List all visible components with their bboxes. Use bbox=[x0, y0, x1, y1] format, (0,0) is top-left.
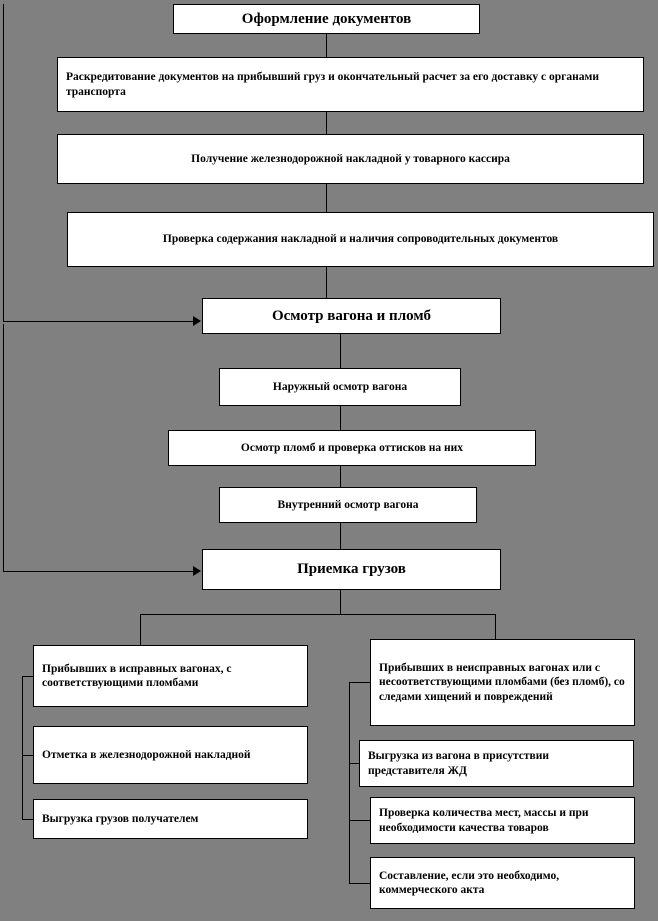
node-ispravnye-vagony[interactable] bbox=[33, 645, 308, 707]
connector-left-to-priemka bbox=[3, 571, 193, 572]
arrow-to-osmotr bbox=[193, 316, 201, 326]
node-osmotr-plomb[interactable] bbox=[168, 430, 536, 466]
node-label: Прибывших в неисправных вагонах или с несоответствующими пломбами (без пломб), со следами хищений и повреждений bbox=[379, 661, 625, 703]
node-label: Получение железнодорожной накладной у товарного кассира bbox=[191, 152, 510, 165]
node-label: Приемка грузов bbox=[297, 561, 406, 578]
node-label: Раскредитование документов на прибывший груз и окончательный расчет за его доставку с органами транспорта bbox=[66, 71, 599, 98]
connector-left-to-osmotr bbox=[3, 321, 193, 322]
node-sostavlenie-akta[interactable] bbox=[370, 857, 635, 909]
connector-right-col-rail bbox=[349, 682, 350, 883]
connector-n8-n9 bbox=[340, 523, 341, 549]
connector-right-col-n15 bbox=[349, 820, 370, 821]
node-poluchenie-nakladnoy[interactable] bbox=[57, 134, 644, 184]
connector-priemka-down bbox=[340, 590, 341, 614]
node-label: Наружный осмотр вагона bbox=[272, 380, 408, 393]
connector-right-col-n13 bbox=[349, 682, 370, 683]
connector-n3-n4 bbox=[326, 184, 327, 212]
node-priemka-gruzov[interactable] bbox=[202, 549, 501, 590]
node-label: Проверка количества мест, массы и при необходимости качества товаров bbox=[379, 807, 589, 834]
node-otmetka-v-nakladnoy[interactable] bbox=[33, 726, 308, 784]
arrow-to-priemka bbox=[193, 566, 201, 576]
connector-left-col-n12 bbox=[22, 819, 33, 820]
connector-left-rail-bottom bbox=[3, 324, 4, 572]
node-vygruzka-poluchatelem[interactable] bbox=[33, 799, 308, 839]
node-label: Отметка в железнодорожной накладной bbox=[42, 748, 251, 761]
connector-right-col-n16 bbox=[349, 883, 370, 884]
connector-branch-bus bbox=[140, 614, 495, 615]
node-vnutrenniy-osmotr[interactable] bbox=[219, 487, 477, 523]
connector-left-col-n11 bbox=[22, 755, 33, 756]
node-label: Осмотр вагона и пломб bbox=[271, 307, 432, 324]
node-label: Осмотр пломб и проверка оттисков на них bbox=[240, 441, 464, 454]
node-oformlenie-dokumentov[interactable] bbox=[173, 4, 480, 34]
node-label: Выгрузка грузов получателем bbox=[42, 812, 199, 825]
connector-left-col-rail bbox=[22, 676, 23, 819]
node-raskreditovanie[interactable] bbox=[57, 57, 644, 112]
node-label: Выгрузка из вагона в присутствии представителя ЖД bbox=[368, 750, 550, 777]
connector-branch-right bbox=[495, 614, 496, 639]
node-label: Проверка содержания накладной и наличия сопроводительных документов bbox=[162, 233, 559, 246]
node-label: Оформление документов bbox=[241, 10, 412, 27]
connector-n2-n3 bbox=[326, 112, 327, 134]
connector-left-rail-top bbox=[3, 4, 4, 322]
connector-n5-n6 bbox=[340, 334, 341, 368]
connector-n7-n8 bbox=[340, 466, 341, 487]
node-neispravnye-vagony[interactable] bbox=[370, 639, 635, 726]
node-proverka-soderzhaniya[interactable] bbox=[67, 212, 654, 267]
node-label: Внутренний осмотр вагона bbox=[277, 498, 419, 511]
node-naruzhnyy-osmotr[interactable] bbox=[219, 368, 461, 406]
node-label: Составление, если это необходимо, коммерческого акта bbox=[379, 869, 560, 896]
node-proverka-kolichestva[interactable] bbox=[370, 797, 635, 844]
connector-n6-n7 bbox=[340, 406, 341, 430]
connector-n1-n2 bbox=[326, 34, 327, 57]
node-label: Прибывших в исправных вагонах, с соответствующими пломбами bbox=[42, 662, 232, 689]
node-vygruzka-predstavitel-zhd[interactable] bbox=[359, 740, 634, 787]
connector-n4-n5 bbox=[326, 267, 327, 298]
node-osmotr-vagona-i-plomb[interactable] bbox=[202, 298, 501, 334]
connector-right-col-n14 bbox=[349, 763, 359, 764]
